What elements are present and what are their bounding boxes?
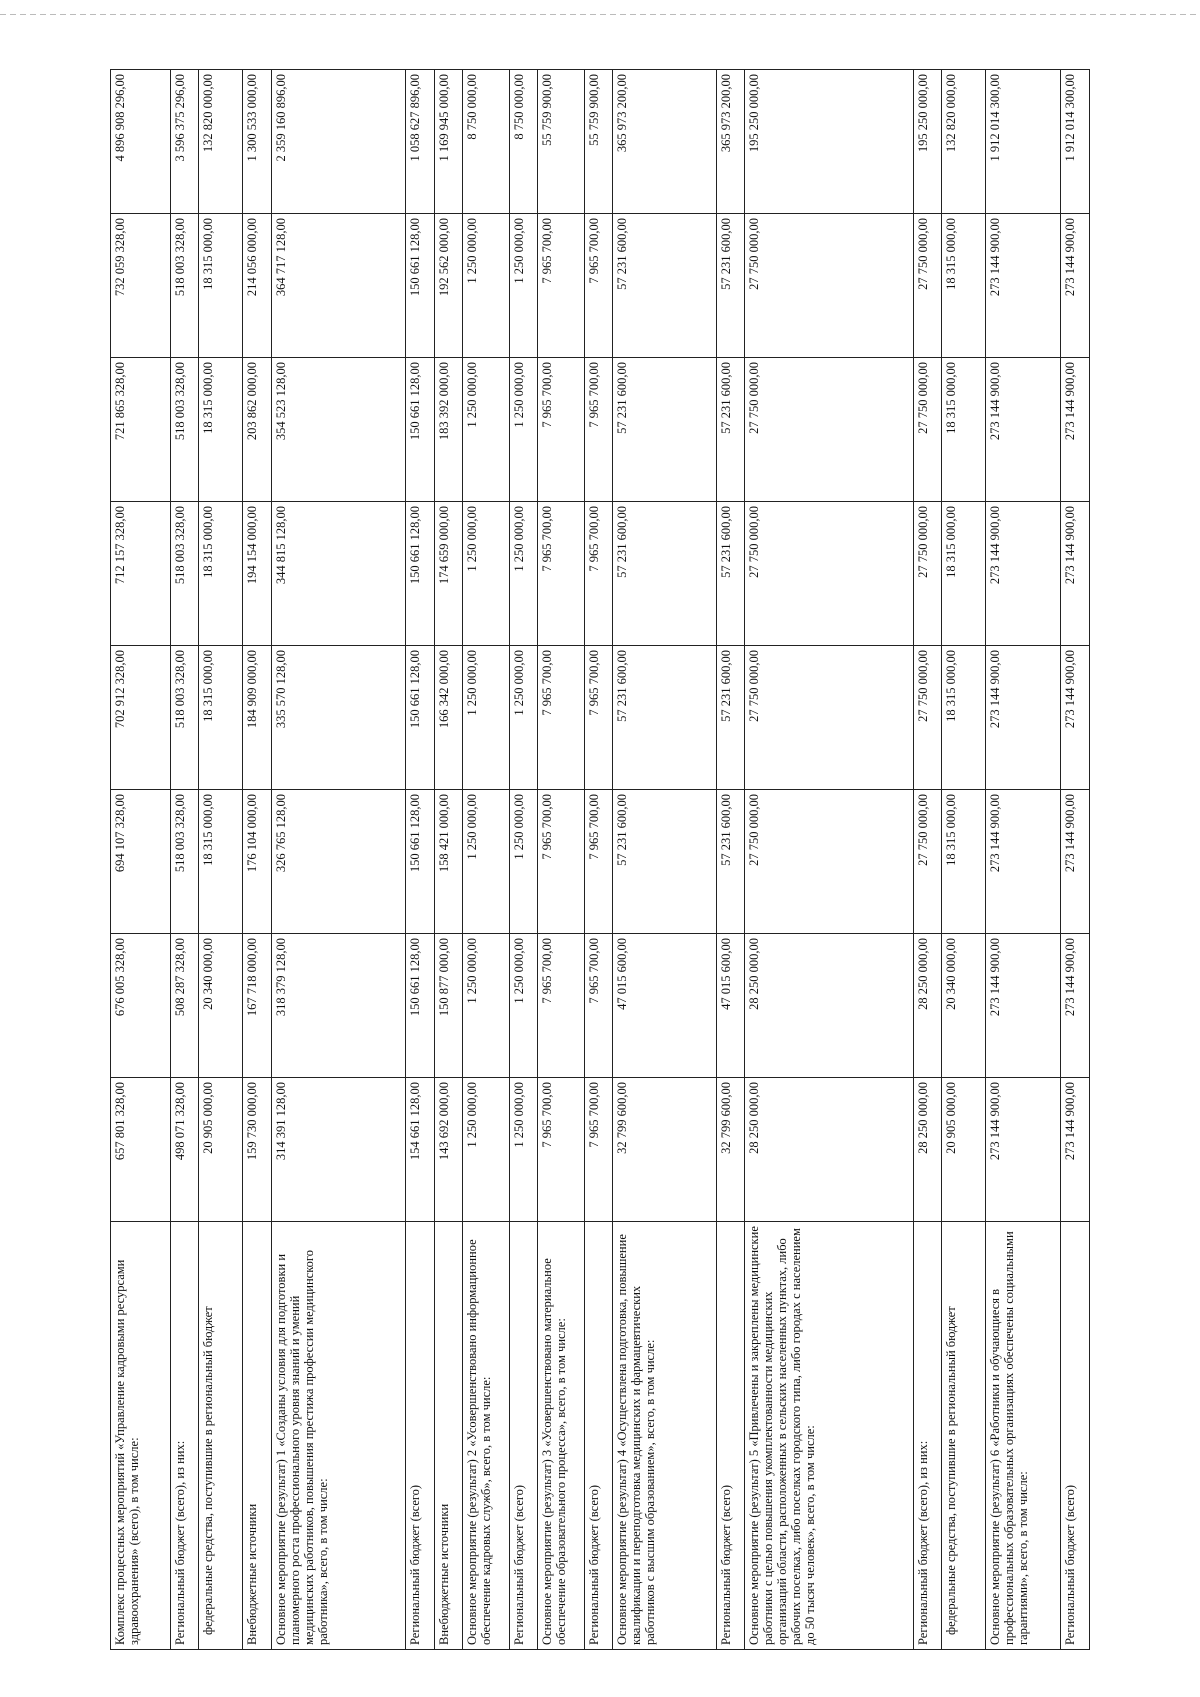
- table-row: [199, 70, 243, 1650]
- row-year-value: 27 750 000,00: [745, 214, 913, 358]
- row-total-value: 55 759 900,00: [584, 70, 612, 214]
- table-row: [463, 70, 510, 1650]
- row-year-value: 7 965 700,00: [584, 214, 612, 358]
- row-year-value: 150 661 128,00: [406, 646, 434, 790]
- row-year-value: 143 692 000,00: [434, 1078, 462, 1222]
- row-year-value: 7 965 700,00: [538, 790, 585, 934]
- table-row: [170, 70, 198, 1650]
- row-year-value: 18 315 000,00: [942, 214, 986, 358]
- row-label: Основное мероприятие (результат) 4 «Осуществлена подготовка, повышение квалификации и переподготовка медицинских и фармацевтических работников с высшим образованием», всего, в том числе:: [613, 1222, 717, 1650]
- row-year-value: 1 250 000,00: [463, 1078, 510, 1222]
- row-label: Внебюджетные источники: [243, 1222, 271, 1650]
- row-year-value: 18 315 000,00: [942, 358, 986, 502]
- table-row: [271, 70, 406, 1650]
- row-year-value: 57 231 600,00: [716, 502, 744, 646]
- row-year-value: 1 250 000,00: [463, 358, 510, 502]
- table-row: [538, 70, 585, 1650]
- row-year-value: 732 059 328,00: [111, 214, 171, 358]
- row-year-value: 326 765 128,00: [271, 790, 406, 934]
- row-year-value: 1 250 000,00: [463, 502, 510, 646]
- row-year-value: 194 154 000,00: [243, 502, 271, 646]
- row-year-value: 273 144 900,00: [986, 790, 1061, 934]
- row-total-value: 365 973 200,00: [716, 70, 744, 214]
- row-year-value: 167 718 000,00: [243, 934, 271, 1078]
- row-label: Основное мероприятие (результат) 1 «Созданы условия для подготовки и планомерного роста профессионального уровня знаний и умений медицинских работников, повышения престижа профессии медицинского работника», всего, в том числе:: [271, 1222, 406, 1650]
- row-year-value: 7 965 700,00: [584, 934, 612, 1078]
- row-year-value: 273 144 900,00: [986, 934, 1061, 1078]
- row-year-value: 1 250 000,00: [463, 934, 510, 1078]
- budget-table-body: [111, 70, 1090, 1650]
- row-year-value: 57 231 600,00: [716, 214, 744, 358]
- row-year-value: 7 965 700,00: [538, 934, 585, 1078]
- row-year-value: 518 003 328,00: [170, 790, 198, 934]
- row-year-value: 27 750 000,00: [913, 790, 941, 934]
- row-year-value: 273 144 900,00: [986, 646, 1061, 790]
- table-row: [913, 70, 941, 1650]
- row-year-value: 28 250 000,00: [913, 1078, 941, 1222]
- row-year-value: 32 799 600,00: [613, 1078, 717, 1222]
- row-total-value: 55 759 900,00: [538, 70, 585, 214]
- row-year-value: 47 015 600,00: [613, 934, 717, 1078]
- row-year-value: 518 003 328,00: [170, 214, 198, 358]
- row-year-value: 1 250 000,00: [509, 358, 537, 502]
- row-year-value: 7 965 700,00: [538, 1078, 585, 1222]
- row-year-value: 27 750 000,00: [745, 646, 913, 790]
- row-year-value: 27 750 000,00: [913, 646, 941, 790]
- row-year-value: 57 231 600,00: [613, 502, 717, 646]
- row-year-value: 57 231 600,00: [716, 646, 744, 790]
- row-year-value: 7 965 700,00: [538, 358, 585, 502]
- row-total-value: 3 596 375 296,00: [170, 70, 198, 214]
- row-year-value: 7 965 700,00: [584, 646, 612, 790]
- row-year-value: 344 815 128,00: [271, 502, 406, 646]
- row-year-value: 273 144 900,00: [986, 1078, 1061, 1222]
- row-year-value: 57 231 600,00: [716, 358, 744, 502]
- row-year-value: 273 144 900,00: [986, 358, 1061, 502]
- row-year-value: 364 717 128,00: [271, 214, 406, 358]
- row-label: Внебюджетные источники: [434, 1222, 462, 1650]
- row-year-value: 354 523 128,00: [271, 358, 406, 502]
- table-row: [406, 70, 434, 1650]
- row-year-value: 57 231 600,00: [613, 214, 717, 358]
- row-year-value: 183 392 000,00: [434, 358, 462, 502]
- row-label: Основное мероприятие (результат) 5 «Привлечены и закреплены медицинские работники с целью повышения укомплектованности медицинских организаций области, расположенных в сельских населенных пунктах, либо рабочих поселках, либо поселках городского типа, либо городах с населением до 50 тысяч человек», всего, в том числе:: [745, 1222, 913, 1650]
- row-year-value: 27 750 000,00: [745, 502, 913, 646]
- row-total-value: 8 750 000,00: [509, 70, 537, 214]
- row-year-value: 27 750 000,00: [913, 214, 941, 358]
- table-row: [243, 70, 271, 1650]
- row-year-value: 18 315 000,00: [199, 646, 243, 790]
- row-year-value: 1 250 000,00: [463, 214, 510, 358]
- row-year-value: 18 315 000,00: [942, 790, 986, 934]
- row-year-value: 273 144 900,00: [1061, 646, 1090, 790]
- row-total-value: 132 820 000,00: [199, 70, 243, 214]
- row-year-value: 27 750 000,00: [745, 790, 913, 934]
- row-total-value: 2 359 160 896,00: [271, 70, 406, 214]
- row-label: федеральные средства, поступившие в региональный бюджет: [199, 1222, 243, 1650]
- row-year-value: 20 340 000,00: [942, 934, 986, 1078]
- row-year-value: 498 071 328,00: [170, 1078, 198, 1222]
- row-year-value: 1 250 000,00: [509, 646, 537, 790]
- row-label: Региональный бюджет (всего): [406, 1222, 434, 1650]
- row-year-value: 18 315 000,00: [199, 502, 243, 646]
- row-year-value: 7 965 700,00: [538, 502, 585, 646]
- row-total-value: 1 912 014 300,00: [1061, 70, 1090, 214]
- row-year-value: 273 144 900,00: [1061, 214, 1090, 358]
- row-label: Региональный бюджет (всего), из них:: [170, 1222, 198, 1650]
- row-year-value: 7 965 700,00: [584, 502, 612, 646]
- row-year-value: 335 570 128,00: [271, 646, 406, 790]
- row-year-value: 702 912 328,00: [111, 646, 171, 790]
- row-year-value: 18 315 000,00: [199, 214, 243, 358]
- row-label: Комплекс процессных мероприятий «Управление кадровыми ресурсами здравоохранения» (всего), в том числе:: [111, 1222, 171, 1650]
- row-year-value: 57 231 600,00: [613, 646, 717, 790]
- row-year-value: 721 865 328,00: [111, 358, 171, 502]
- row-year-value: 1 250 000,00: [509, 1078, 537, 1222]
- row-year-value: 27 750 000,00: [745, 358, 913, 502]
- row-year-value: 174 659 000,00: [434, 502, 462, 646]
- row-year-value: 150 661 128,00: [406, 358, 434, 502]
- row-year-value: 273 144 900,00: [1061, 358, 1090, 502]
- row-year-value: 214 056 000,00: [243, 214, 271, 358]
- row-label: Региональный бюджет (всего): [716, 1222, 744, 1650]
- row-label: Региональный бюджет (всего): [1061, 1222, 1090, 1650]
- table-row: [509, 70, 537, 1650]
- row-year-value: 18 315 000,00: [942, 646, 986, 790]
- row-year-value: 273 144 900,00: [986, 502, 1061, 646]
- row-total-value: 195 250 000,00: [745, 70, 913, 214]
- row-year-value: 20 905 000,00: [942, 1078, 986, 1222]
- row-year-value: 273 144 900,00: [1061, 934, 1090, 1078]
- row-year-value: 150 661 128,00: [406, 214, 434, 358]
- table-row: [986, 70, 1061, 1650]
- row-year-value: 47 015 600,00: [716, 934, 744, 1078]
- row-total-value: 132 820 000,00: [942, 70, 986, 214]
- row-year-value: 318 379 128,00: [271, 934, 406, 1078]
- row-year-value: 518 003 328,00: [170, 502, 198, 646]
- row-year-value: 176 104 000,00: [243, 790, 271, 934]
- row-total-value: 1 058 627 896,00: [406, 70, 434, 214]
- row-year-value: 1 250 000,00: [463, 790, 510, 934]
- row-year-value: 32 799 600,00: [716, 1078, 744, 1222]
- row-year-value: 57 231 600,00: [613, 358, 717, 502]
- row-label: Основное мероприятие (результат) 6 «Работники и обучающиеся в профессиональных образовательных организациях обеспечены социальными гарантиями», всего, в том числе:: [986, 1222, 1061, 1650]
- row-year-value: 192 562 000,00: [434, 214, 462, 358]
- row-year-value: 57 231 600,00: [613, 790, 717, 934]
- row-year-value: 273 144 900,00: [1061, 1078, 1090, 1222]
- row-label: Основное мероприятие (результат) 2 «Усовершенствовано информационное обеспечение кадровых служб», всего, в том числе:: [463, 1222, 510, 1650]
- row-year-value: 184 909 000,00: [243, 646, 271, 790]
- row-label: Основное мероприятие (результат) 3 «Усовершенствовано материальное обеспечение образовательного процесса», всего, в том числе:: [538, 1222, 585, 1650]
- row-total-value: 195 250 000,00: [913, 70, 941, 214]
- row-total-value: 8 750 000,00: [463, 70, 510, 214]
- row-year-value: 1 250 000,00: [509, 790, 537, 934]
- table-row: [434, 70, 462, 1650]
- row-year-value: 7 965 700,00: [584, 358, 612, 502]
- row-year-value: 657 801 328,00: [111, 1078, 171, 1222]
- row-year-value: 7 965 700,00: [584, 790, 612, 934]
- row-year-value: 150 661 128,00: [406, 502, 434, 646]
- table-row: [1061, 70, 1090, 1650]
- budget-table: [110, 69, 1090, 1650]
- row-year-value: 518 003 328,00: [170, 646, 198, 790]
- table-row: [942, 70, 986, 1650]
- row-year-value: 27 750 000,00: [913, 502, 941, 646]
- row-label: Региональный бюджет (всего): [584, 1222, 612, 1650]
- row-year-value: 150 661 128,00: [406, 790, 434, 934]
- row-label: федеральные средства, поступившие в региональный бюджет: [942, 1222, 986, 1650]
- row-year-value: 28 250 000,00: [745, 1078, 913, 1222]
- table-row: [613, 70, 717, 1650]
- row-year-value: 150 877 000,00: [434, 934, 462, 1078]
- row-year-value: 7 965 700,00: [584, 1078, 612, 1222]
- row-year-value: 28 250 000,00: [745, 934, 913, 1078]
- row-year-value: 518 003 328,00: [170, 358, 198, 502]
- row-year-value: 676 005 328,00: [111, 934, 171, 1078]
- row-year-value: 7 965 700,00: [538, 214, 585, 358]
- row-year-value: 18 315 000,00: [942, 502, 986, 646]
- row-year-value: 694 107 328,00: [111, 790, 171, 934]
- row-year-value: 154 661 128,00: [406, 1078, 434, 1222]
- row-year-value: 7 965 700,00: [538, 646, 585, 790]
- row-year-value: 18 315 000,00: [199, 790, 243, 934]
- row-total-value: 365 973 200,00: [613, 70, 717, 214]
- row-total-value: 1 300 533 000,00: [243, 70, 271, 214]
- row-year-value: 158 421 000,00: [434, 790, 462, 934]
- row-year-value: 508 287 328,00: [170, 934, 198, 1078]
- row-total-value: 1 169 945 000,00: [434, 70, 462, 214]
- table-row: [716, 70, 744, 1650]
- row-year-value: 1 250 000,00: [509, 502, 537, 646]
- row-year-value: 57 231 600,00: [716, 790, 744, 934]
- scan-border-line: [0, 14, 1200, 15]
- row-year-value: 20 340 000,00: [199, 934, 243, 1078]
- table-row: [111, 70, 171, 1650]
- row-year-value: 203 862 000,00: [243, 358, 271, 502]
- row-year-value: 1 250 000,00: [509, 934, 537, 1078]
- row-year-value: 18 315 000,00: [199, 358, 243, 502]
- row-year-value: 273 144 900,00: [1061, 790, 1090, 934]
- row-year-value: 166 342 000,00: [434, 646, 462, 790]
- row-year-value: 273 144 900,00: [986, 214, 1061, 358]
- row-year-value: 273 144 900,00: [1061, 502, 1090, 646]
- row-total-value: 1 912 014 300,00: [986, 70, 1061, 214]
- row-year-value: 1 250 000,00: [509, 214, 537, 358]
- row-year-value: 314 391 128,00: [271, 1078, 406, 1222]
- rotated-table-container: [110, 70, 1090, 1650]
- row-label: Региональный бюджет (всего): [509, 1222, 537, 1650]
- row-year-value: 28 250 000,00: [913, 934, 941, 1078]
- row-year-value: 712 157 328,00: [111, 502, 171, 646]
- row-label: Региональный бюджет (всего), из них:: [913, 1222, 941, 1650]
- row-year-value: 159 730 000,00: [243, 1078, 271, 1222]
- row-year-value: 1 250 000,00: [463, 646, 510, 790]
- row-year-value: 150 661 128,00: [406, 934, 434, 1078]
- row-year-value: 20 905 000,00: [199, 1078, 243, 1222]
- row-total-value: 4 896 908 296,00: [111, 70, 171, 214]
- table-row: [745, 70, 913, 1650]
- row-year-value: 27 750 000,00: [913, 358, 941, 502]
- table-row: [584, 70, 612, 1650]
